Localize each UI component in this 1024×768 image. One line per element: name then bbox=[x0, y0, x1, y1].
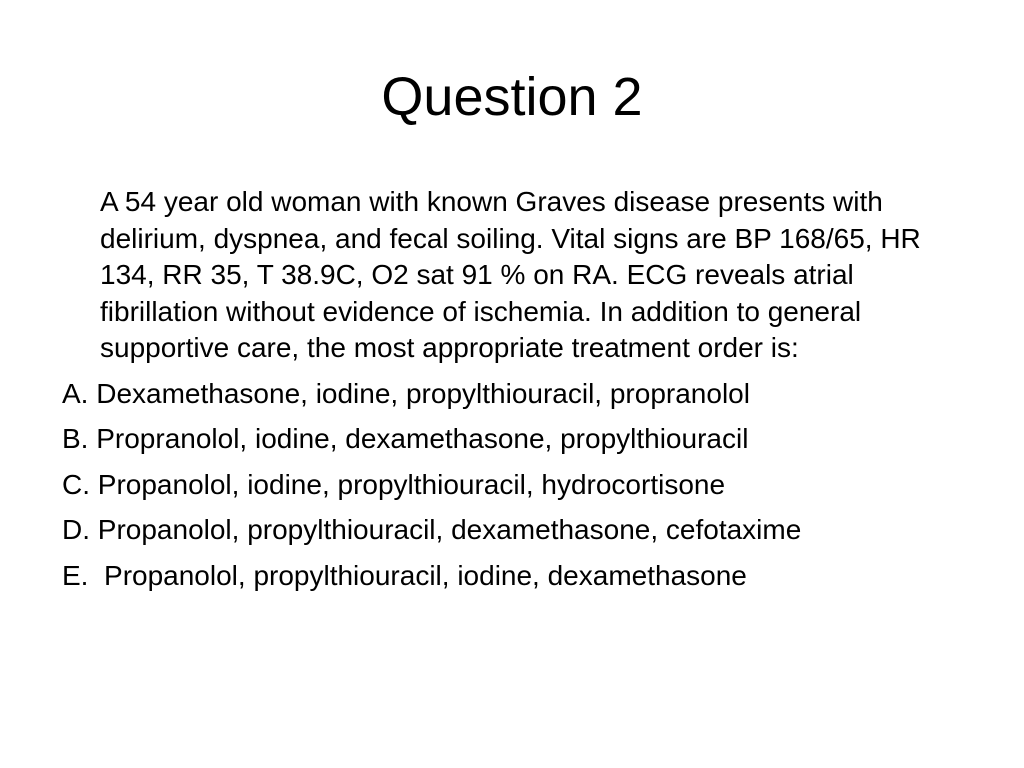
answer-option-b: B. Propranolol, iodine, dexamethasone, propylthiouracil bbox=[62, 423, 749, 454]
answer-option-a: A. Dexamethasone, iodine, propylthiouracil, propranolol bbox=[62, 377, 750, 409]
question-stem: A 54 year old woman with known Graves disease presents with delirium, dyspnea, and fecal soiling. Vital signs are BP 168/65, HR 134, RR 35, T 38.9C, O2 sat 91 % on RA. ECG reveals atrial fibrillation without evidence of ischemia. In addition to general supportive care, the most appropriate treatment order is: bbox=[100, 186, 921, 363]
answer-option-d: D. Propanolol, propylthiouracil, dexamethasone, cefotaxime bbox=[62, 514, 802, 545]
answer-option-c: C. Propanolol, iodine, propylthiouracil, hydrocortisone bbox=[62, 468, 726, 500]
answer-option-e: E. Propanolol, propylthiouracil, iodine, dexamethasone bbox=[62, 559, 747, 591]
question-body bbox=[62, 184, 962, 603]
slide-title: Question 2 bbox=[381, 67, 643, 127]
